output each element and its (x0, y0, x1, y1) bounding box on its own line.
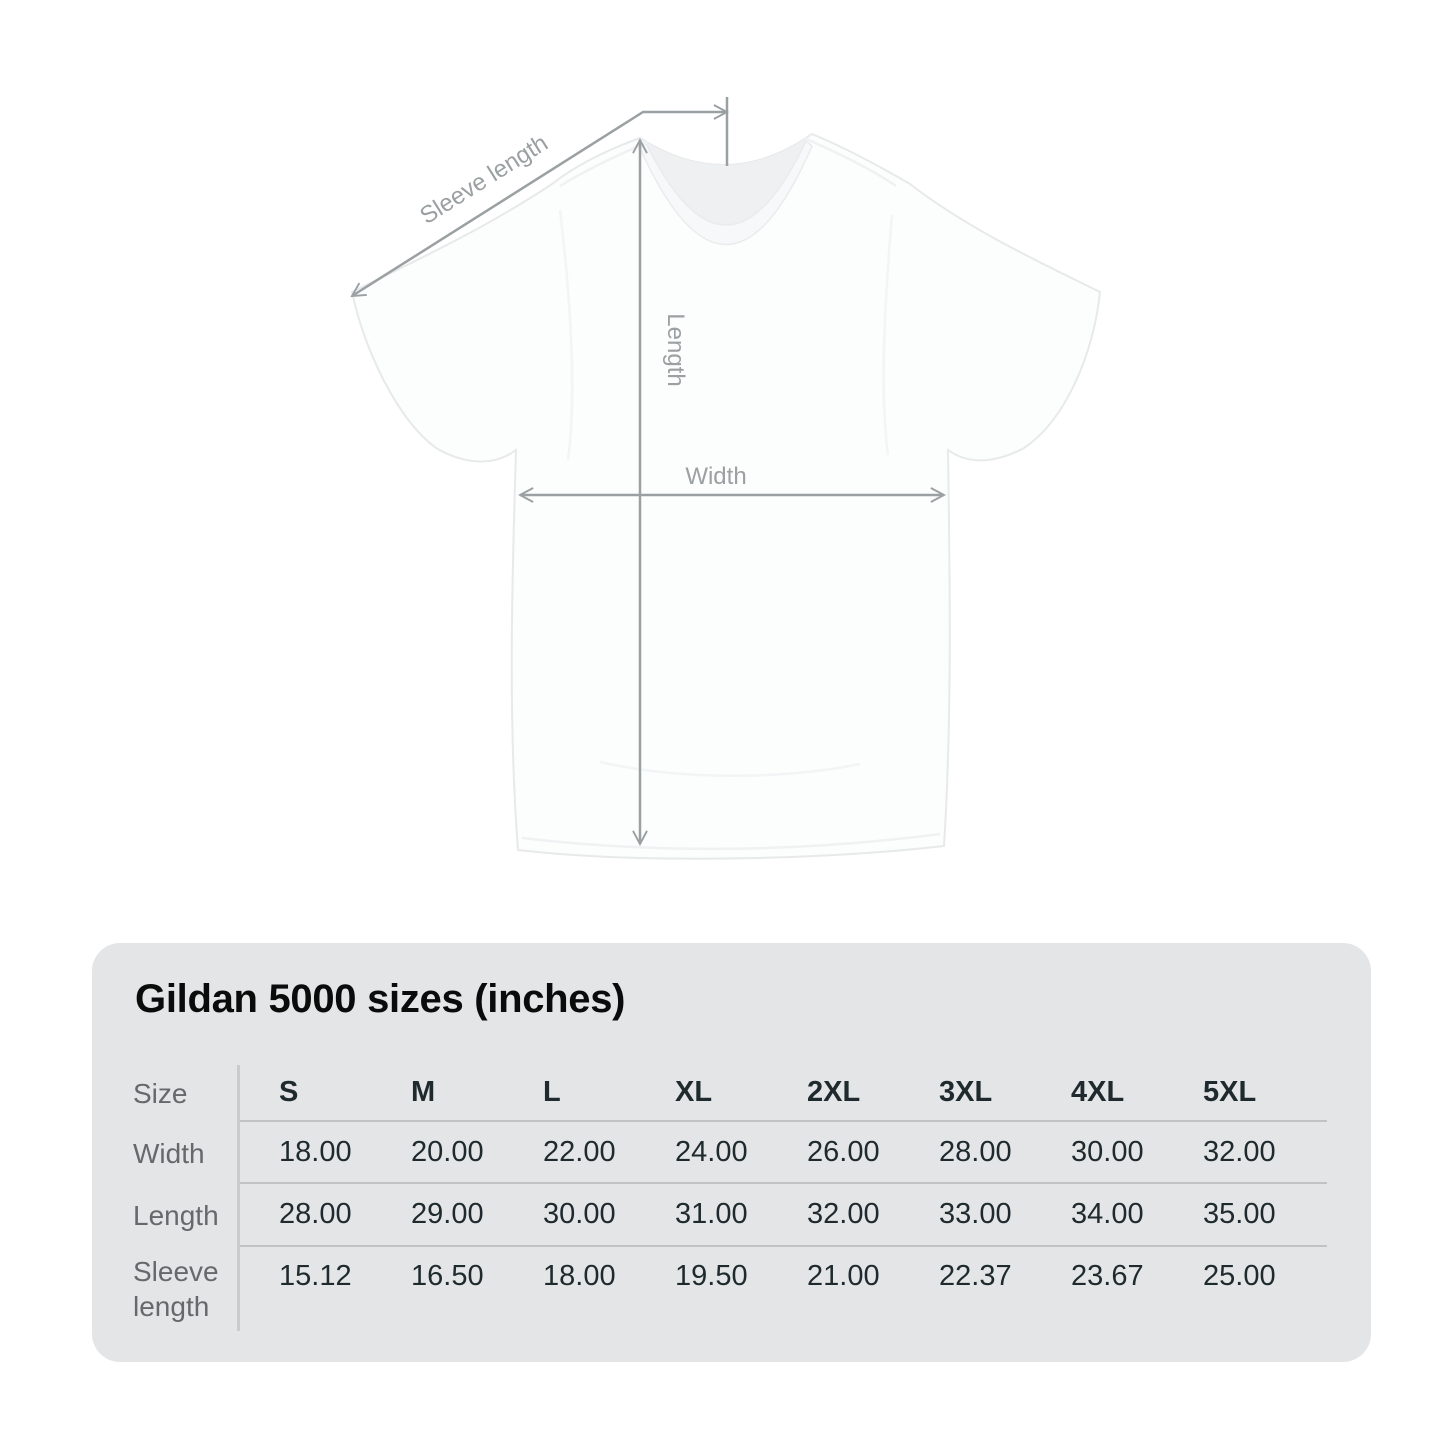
sleeve-length-value: 18.00 (543, 1260, 616, 1292)
sleeve-length-value: 23.67 (1071, 1260, 1144, 1292)
size-column-header-4xl: 4XL (1032, 1065, 1164, 1122)
length-value: 30.00 (504, 1184, 636, 1247)
width-value: 20.00 (372, 1122, 504, 1184)
width-value: 26.00 (768, 1122, 900, 1184)
length-value: 34.00 (1032, 1184, 1164, 1247)
length-value: 31.00 (636, 1184, 768, 1247)
length-value: 33.00 (900, 1184, 1032, 1247)
length-value: 35.00 (1164, 1184, 1327, 1247)
sleeve-length-value: 19.50 (675, 1260, 748, 1292)
width-value: 24.00 (636, 1122, 768, 1184)
sleeve-length-value: 25.00 (1203, 1260, 1276, 1292)
width-value: 18.00 (240, 1122, 372, 1184)
size-table-corner-label: Size (133, 1065, 240, 1122)
width-value: 22.00 (504, 1122, 636, 1184)
size-column-header-l: L (504, 1065, 636, 1122)
sleeve-length-value: 22.37 (939, 1260, 1012, 1292)
row-label-sleeve-length: Sleeve length (133, 1247, 240, 1331)
size-column-header-s: S (240, 1065, 372, 1122)
width-value: 30.00 (1032, 1122, 1164, 1184)
size-column-header-xl: XL (636, 1065, 768, 1122)
size-table (133, 1065, 1327, 1331)
length-label: Length (662, 313, 689, 387)
length-value: 32.00 (768, 1184, 900, 1247)
sleeve-length-value: 15.12 (279, 1260, 352, 1292)
size-column-header-3xl: 3XL (900, 1065, 1032, 1122)
sleeve-length-value: 21.00 (807, 1260, 880, 1292)
size-column-header-5xl: 5XL (1164, 1065, 1327, 1122)
size-chart-panel (92, 943, 1371, 1362)
tshirt-illustration (352, 134, 1100, 859)
size-chart-title: Gildan 5000 sizes (inches) (135, 977, 626, 1021)
width-label: Width (685, 463, 747, 490)
sleeve-length-label: Sleeve length (415, 129, 553, 230)
size-column-header-m: M (372, 1065, 504, 1122)
length-value: 28.00 (240, 1184, 372, 1247)
sleeve-length-value: 16.50 (411, 1260, 484, 1292)
row-label-width: Width (133, 1122, 240, 1184)
width-value: 32.00 (1164, 1122, 1327, 1184)
width-value: 28.00 (900, 1122, 1032, 1184)
row-label-length: Length (133, 1184, 240, 1247)
length-value: 29.00 (372, 1184, 504, 1247)
size-column-header-2xl: 2XL (768, 1065, 900, 1122)
